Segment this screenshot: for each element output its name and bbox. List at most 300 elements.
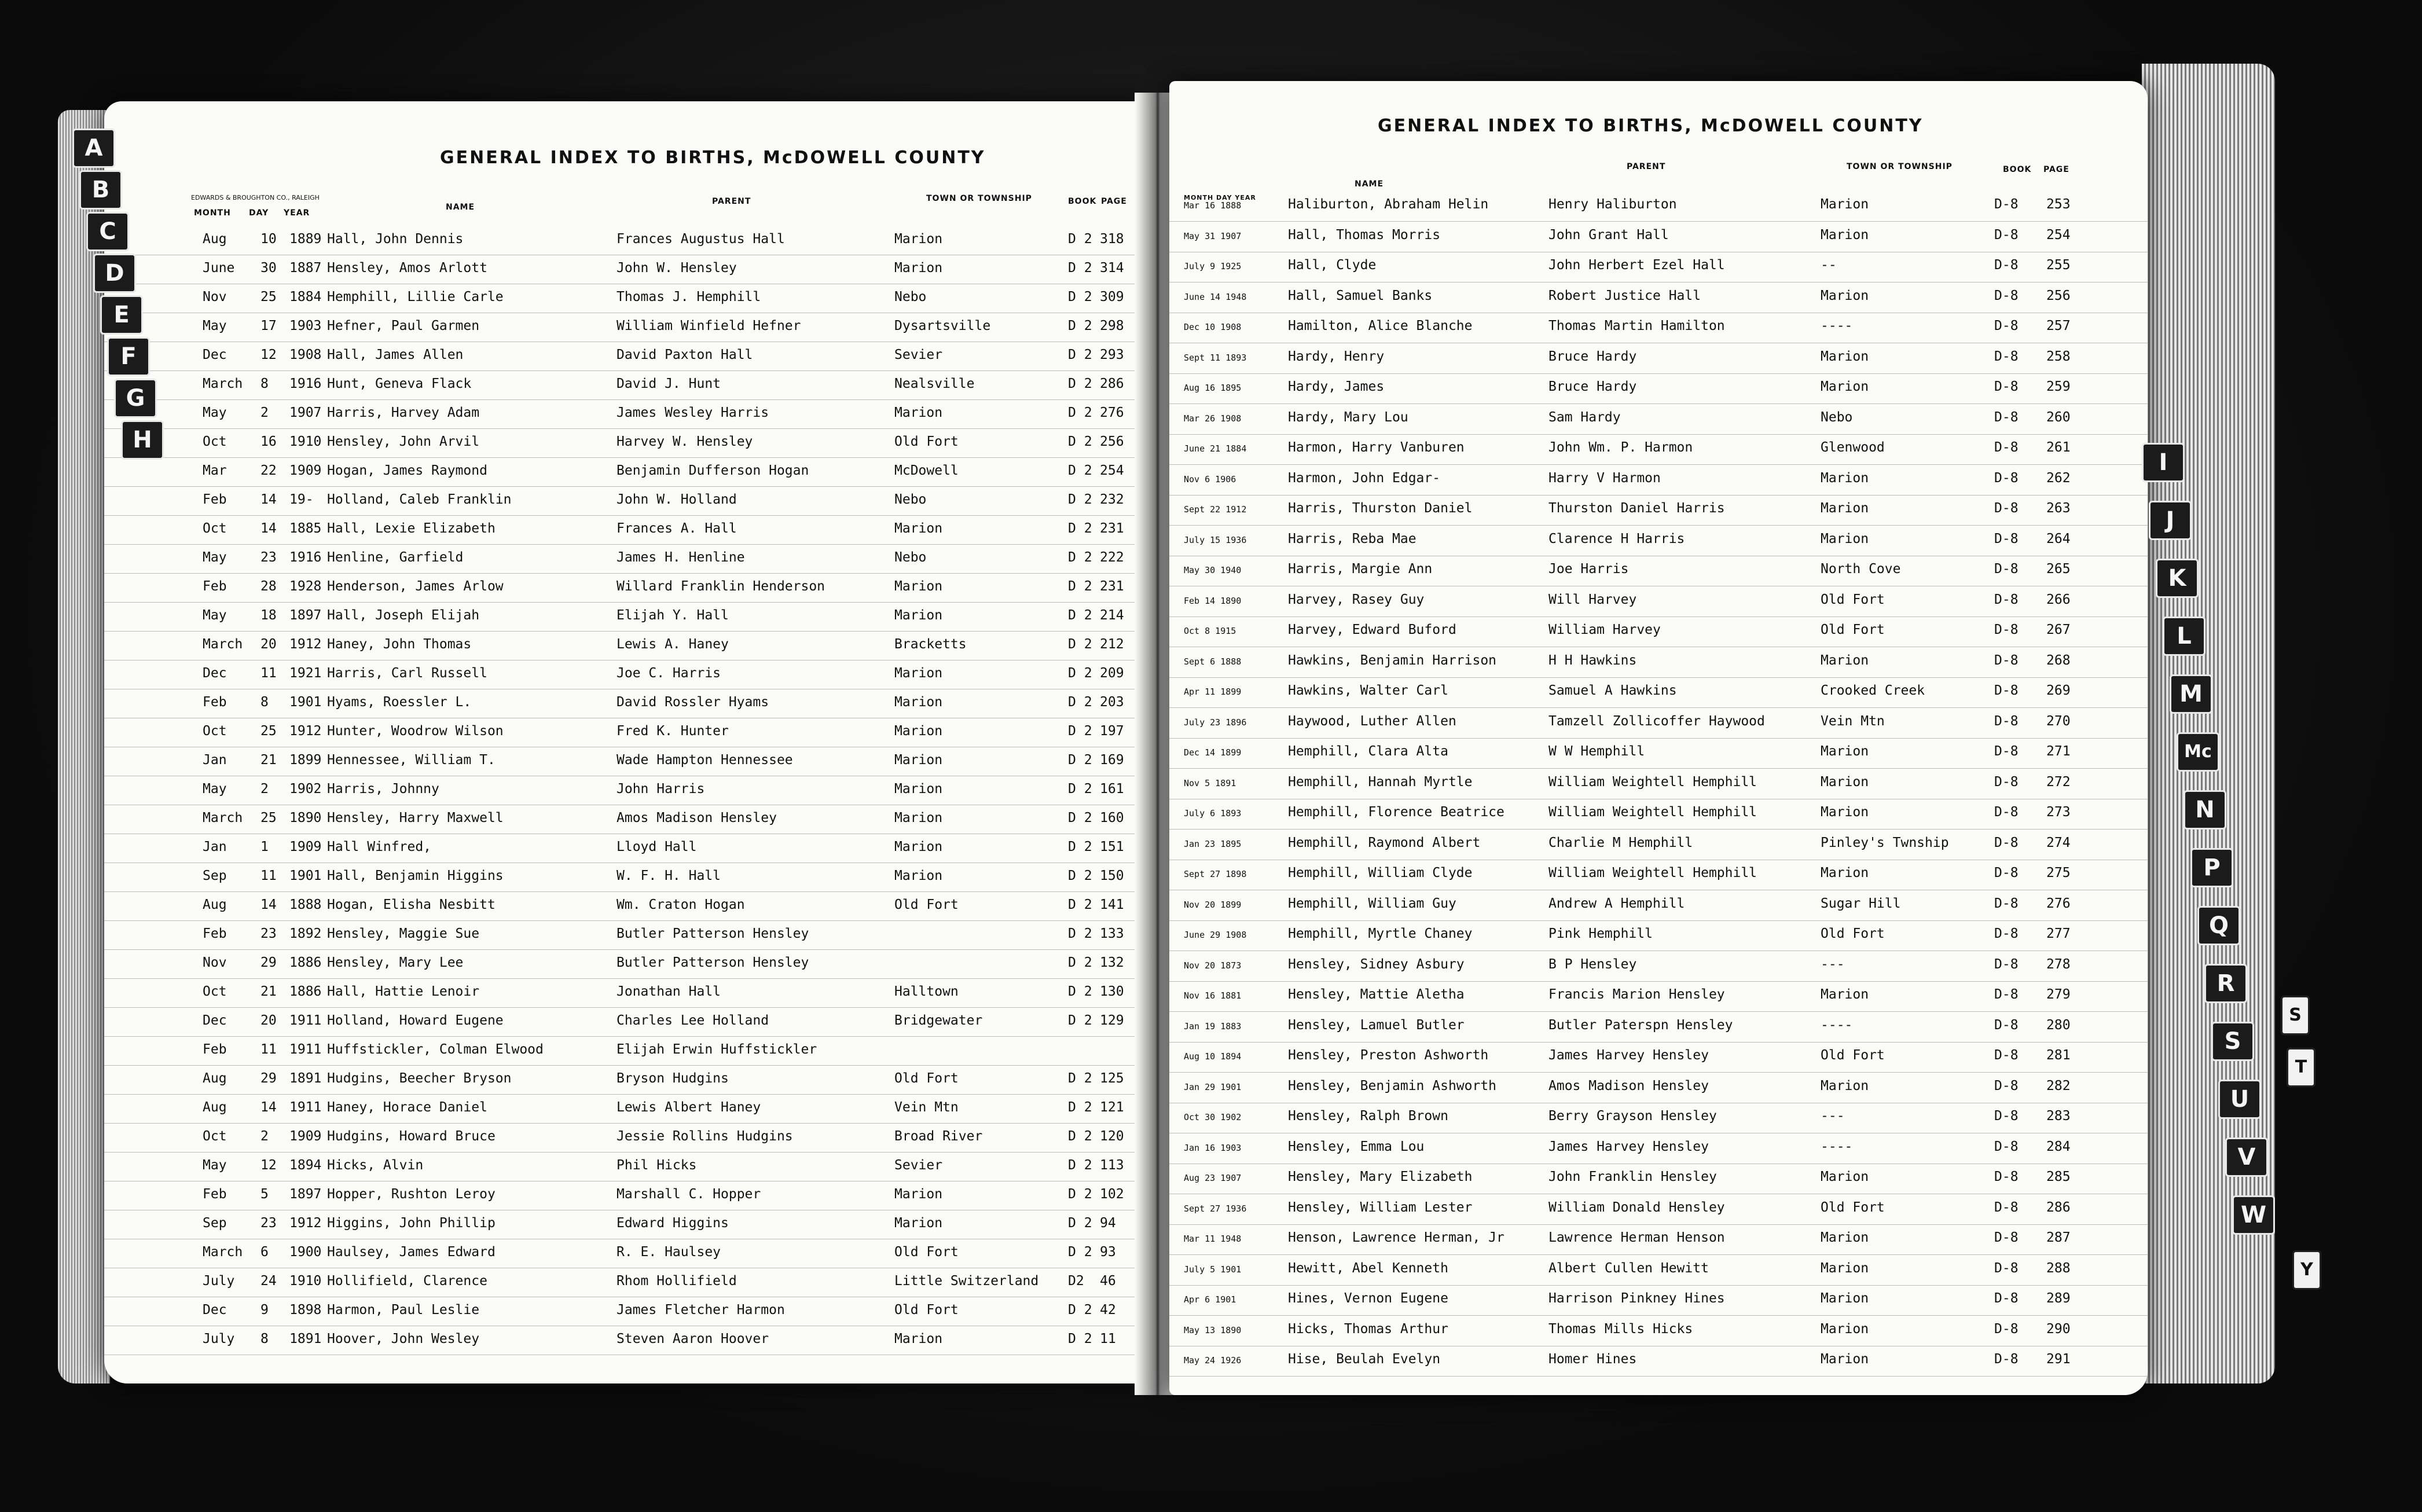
book-number: D 2 <box>1068 347 1092 362</box>
table-row <box>1169 744 2148 770</box>
child-name: Hawkins, Walter Carl <box>1288 683 1448 698</box>
birth-day: 11 <box>260 868 277 883</box>
page-number: 253 <box>2046 197 2071 212</box>
child-name: Hensley, Mary Elizabeth <box>1288 1169 1473 1184</box>
child-name: Harmon, John Edgar- <box>1288 470 1441 486</box>
parent-name: Francis Marion Hensley <box>1548 987 1725 1002</box>
birth-month: Jan <box>203 839 227 854</box>
book-number: D 2 <box>1068 608 1092 623</box>
book-number: D-8 <box>1994 1352 2019 1367</box>
letter-tab-u[interactable]: U <box>2218 1080 2261 1119</box>
parent-name: B P Hensley <box>1548 956 1637 972</box>
child-name: Hensley, Sidney Asbury <box>1288 956 1465 972</box>
child-name: Hunt, Geneva Flack <box>327 376 472 391</box>
town: Old Fort <box>1821 622 1885 637</box>
row-rule <box>104 631 1146 632</box>
birth-day: 24 <box>260 1274 277 1289</box>
town: Bridgewater <box>894 1013 983 1028</box>
birth-day: 23 <box>260 926 277 941</box>
page-number: 141 <box>1100 897 1124 912</box>
birth-month: Feb <box>203 579 227 594</box>
letter-tab-v[interactable]: V <box>2225 1137 2268 1177</box>
book-number: D 2 <box>1068 289 1092 304</box>
letter-tab-d[interactable]: D <box>93 254 136 293</box>
birth-month: May <box>203 550 227 565</box>
town: Marion <box>894 232 943 247</box>
table-row <box>1169 1352 2148 1378</box>
birth-day: 2 <box>260 781 269 797</box>
town: Marion <box>894 521 943 536</box>
table-row <box>1169 1109 2148 1135</box>
birth-date: Nov 6 1906 <box>1184 474 1236 485</box>
page-number: 160 <box>1100 810 1124 825</box>
birth-year: 1921 <box>289 666 322 681</box>
table-row <box>104 550 1146 577</box>
town: Marion <box>1821 805 1869 820</box>
birth-month: Feb <box>203 926 227 941</box>
page-number: 269 <box>2046 683 2071 698</box>
parent-name: James Fletcher Harmon <box>616 1302 785 1318</box>
table-row <box>1169 379 2148 406</box>
birth-date: Oct 30 1902 <box>1184 1112 1242 1122</box>
parent-name: H H Hawkins <box>1548 652 1637 668</box>
table-row <box>104 521 1146 548</box>
book-number: D 2 <box>1068 405 1092 420</box>
parent-name: John Harris <box>616 781 705 797</box>
child-name: Harvey, Rasey Guy <box>1288 592 1425 607</box>
table-row <box>104 724 1146 750</box>
book-number: D-8 <box>1994 258 2019 273</box>
page-number: 11 <box>1100 1331 1116 1346</box>
book-number: D 2 <box>1068 897 1092 912</box>
parent-name: R. E. Haulsey <box>616 1245 721 1260</box>
page-number: 132 <box>1100 955 1124 970</box>
letter-tab-t[interactable]: T <box>2287 1048 2315 1087</box>
table-row <box>104 608 1146 634</box>
birth-date: Apr 11 1899 <box>1184 687 1242 697</box>
parent-name: Charlie M Hemphill <box>1548 835 1693 850</box>
parent-name: James Wesley Harris <box>616 405 769 420</box>
letter-tab-c[interactable]: C <box>86 212 129 251</box>
table-row <box>104 926 1146 953</box>
town: ---- <box>1821 1017 1853 1033</box>
birth-day: 8 <box>260 376 269 391</box>
book-number: D-8 <box>1994 379 2019 394</box>
birth-date: Apr 6 1901 <box>1184 1294 1236 1305</box>
birth-date: Nov 20 1873 <box>1184 960 1242 971</box>
row-rule <box>104 370 1146 371</box>
birth-day: 1 <box>260 839 269 854</box>
birth-month: Aug <box>203 1100 227 1115</box>
birth-day: 21 <box>260 753 277 768</box>
town: Marion <box>894 405 943 420</box>
town: ---- <box>1821 1139 1853 1154</box>
table-row <box>1169 1048 2148 1074</box>
town: Marion <box>894 695 943 710</box>
letter-tab-k[interactable]: K <box>2156 559 2199 598</box>
table-row <box>104 1216 1146 1242</box>
page-number: 261 <box>2046 440 2071 455</box>
child-name: Hensley, Harry Maxwell <box>327 810 504 825</box>
letter-tab-r[interactable]: R <box>2204 964 2247 1003</box>
book-number: D-8 <box>1994 470 2019 486</box>
birth-month: July <box>203 1331 235 1346</box>
book-number: D 2 <box>1068 492 1092 507</box>
birth-month: March <box>203 376 243 391</box>
table-row <box>1169 227 2148 254</box>
birth-date: Sept 27 1936 <box>1184 1203 1247 1214</box>
letter-tab-mc[interactable]: Mc <box>2177 732 2219 772</box>
book-number: D-8 <box>1994 865 2019 880</box>
parent-name: Butler Paterspn Hensley <box>1548 1017 1733 1033</box>
birth-date: June 21 1884 <box>1184 443 1247 454</box>
left-page <box>104 101 1146 1383</box>
col-header-name: NAME <box>446 203 475 212</box>
book-number: D 2 <box>1068 781 1092 797</box>
town: --- <box>1821 1109 1845 1124</box>
table-row <box>104 260 1146 287</box>
book-number: D-8 <box>1994 896 2019 911</box>
page-number: 212 <box>1100 637 1124 652</box>
table-row <box>1169 197 2148 223</box>
letter-tab-g[interactable]: G <box>114 379 157 418</box>
birth-day: 29 <box>260 955 277 970</box>
parent-name: Wade Hampton Hennessee <box>616 753 793 768</box>
parent-name: Thomas J. Hemphill <box>616 289 761 304</box>
child-name: Hunter, Woodrow Wilson <box>327 724 504 739</box>
table-row <box>104 781 1146 808</box>
child-name: Harris, Carl Russell <box>327 666 487 681</box>
parent-name: James Harvey Hensley <box>1548 1048 1709 1063</box>
book-number: D 2 <box>1068 1187 1092 1202</box>
child-name: Hyams, Roessler L. <box>327 695 472 710</box>
table-row <box>1169 622 2148 649</box>
table-row <box>1169 835 2148 862</box>
child-name: Harris, Reba Mae <box>1288 531 1416 546</box>
table-row <box>104 695 1146 721</box>
table-row <box>104 232 1146 258</box>
row-rule <box>104 1065 1146 1066</box>
table-row <box>104 955 1146 982</box>
birth-date: Sept 6 1888 <box>1184 656 1242 667</box>
row-rule <box>1169 434 2148 435</box>
parent-name: John W. Hensley <box>616 260 737 276</box>
child-name: Hall, Clyde <box>1288 258 1377 273</box>
birth-day: 12 <box>260 347 277 362</box>
parent-name: William Weightell Hemphill <box>1548 774 1757 790</box>
row-rule <box>1169 738 2148 739</box>
birth-month: Aug <box>203 897 227 912</box>
parent-name: Harvey W. Hensley <box>616 434 753 449</box>
parent-name: Butler Patterson Hensley <box>616 955 809 970</box>
page-number: 260 <box>2046 409 2071 425</box>
town: Sugar Hill <box>1821 896 1901 911</box>
child-name: Hensley, Amos Arlott <box>327 260 487 276</box>
book-number: D-8 <box>1994 744 2019 759</box>
row-rule <box>104 920 1146 921</box>
book-number: D-8 <box>1994 227 2019 243</box>
town: Vein Mtn <box>1821 713 1885 729</box>
page-number: 121 <box>1100 1100 1124 1115</box>
parent-name: Jessie Rollins Hudgins <box>616 1129 793 1144</box>
town: --- <box>1821 956 1845 972</box>
table-row <box>1169 1291 2148 1318</box>
town: Marion <box>894 810 943 825</box>
birth-year: 1894 <box>289 1158 322 1173</box>
table-row <box>1169 318 2148 345</box>
letter-tab-h[interactable]: H <box>121 420 164 460</box>
table-row <box>104 1042 1146 1069</box>
parent-name: Bruce Hardy <box>1548 379 1637 394</box>
book-number: D 2 <box>1068 1245 1092 1260</box>
child-name: Hardy, Mary Lou <box>1288 409 1408 425</box>
town: Marion <box>894 781 943 797</box>
birth-day: 17 <box>260 318 277 333</box>
page-title: GENERAL INDEX TO BIRTHS, McDOWELL COUNTY <box>1378 116 1924 136</box>
page-number: 273 <box>2046 805 2071 820</box>
page-number: 125 <box>1100 1071 1124 1086</box>
parent-name: Phil Hicks <box>616 1158 697 1173</box>
birth-month: Oct <box>203 434 227 449</box>
letter-tab-y[interactable]: Y <box>2292 1250 2321 1290</box>
page-number: 102 <box>1100 1187 1124 1202</box>
col-header-town: TOWN OR TOWNSHIP <box>926 194 1032 203</box>
letter-tab-f[interactable]: F <box>107 337 150 376</box>
row-rule <box>1169 950 2148 951</box>
birth-date: May 24 1926 <box>1184 1355 1242 1366</box>
page-number: 133 <box>1100 926 1124 941</box>
row-rule <box>1169 1285 2148 1286</box>
page-number: 270 <box>2046 713 2071 729</box>
birth-month: Feb <box>203 695 227 710</box>
birth-year: 1902 <box>289 781 322 797</box>
row-rule <box>104 486 1146 487</box>
child-name: Hemphill, Myrtle Chaney <box>1288 926 1473 941</box>
birth-date: July 6 1893 <box>1184 808 1242 819</box>
birth-year: 1897 <box>289 1187 322 1202</box>
table-row <box>104 637 1146 663</box>
child-name: Hines, Vernon Eugene <box>1288 1291 1448 1306</box>
page-number: 289 <box>2046 1291 2071 1306</box>
row-rule <box>104 457 1146 458</box>
parent-name: Pink Hemphill <box>1548 926 1653 941</box>
page-number: 150 <box>1100 868 1124 883</box>
town: Marion <box>1821 987 1869 1002</box>
child-name: Haywood, Luther Allen <box>1288 713 1456 729</box>
letter-tab-e[interactable]: E <box>100 295 143 335</box>
letter-tab-l[interactable]: L <box>2163 616 2206 656</box>
row-rule <box>1169 981 2148 982</box>
birth-month: May <box>203 405 227 420</box>
table-row <box>104 1187 1146 1213</box>
book-number: D-8 <box>1994 1048 2019 1063</box>
town: Nealsville <box>894 376 975 391</box>
birth-day: 14 <box>260 521 277 536</box>
book-number: D 2 <box>1068 1216 1092 1231</box>
birth-year: 1911 <box>289 1013 322 1028</box>
table-row <box>104 318 1146 345</box>
letter-tab-p[interactable]: P <box>2190 848 2233 887</box>
page-number: 266 <box>2046 592 2071 607</box>
page-number: 257 <box>2046 318 2071 333</box>
parent-name: W W Hemphill <box>1548 744 1645 759</box>
town: Bracketts <box>894 637 967 652</box>
table-row <box>1169 258 2148 284</box>
town: Marion <box>1821 348 1869 364</box>
birth-day: 14 <box>260 1100 277 1115</box>
page-number: 197 <box>1100 724 1124 739</box>
book-number: D-8 <box>1994 956 2019 972</box>
table-row <box>1169 775 2148 801</box>
page-number: 265 <box>2046 562 2071 577</box>
parent-name: William Winfield Hefner <box>616 318 801 333</box>
page-number: 161 <box>1100 781 1124 797</box>
birth-date: Jan 29 1901 <box>1184 1081 1242 1092</box>
book-number: D-8 <box>1994 1109 2019 1124</box>
child-name: Haulsey, James Edward <box>327 1245 496 1260</box>
book-number: D-8 <box>1994 1169 2019 1184</box>
birth-month: May <box>203 608 227 623</box>
birth-day: 14 <box>260 492 277 507</box>
child-name: Harmon, Paul Leslie <box>327 1302 480 1318</box>
col-header-date: MONTH DAY YEAR <box>1184 194 1256 201</box>
letter-tab-j[interactable]: J <box>2149 501 2192 540</box>
child-name: Hicks, Alvin <box>327 1158 424 1173</box>
birth-month: Dec <box>203 347 227 362</box>
town: Nebo <box>894 289 927 304</box>
child-name: Holland, Caleb Franklin <box>327 492 512 507</box>
town: Nebo <box>1821 409 1853 425</box>
book-number: D 2 <box>1068 926 1092 941</box>
row-rule <box>1169 495 2148 496</box>
table-row <box>104 376 1146 403</box>
child-name: Haney, Horace Daniel <box>327 1100 487 1115</box>
town: Old Fort <box>894 1245 959 1260</box>
col-header-name: NAME <box>1355 179 1384 189</box>
page-number: 281 <box>2046 1048 2071 1063</box>
book-number: D 2 <box>1068 550 1092 565</box>
birth-day: 9 <box>260 1302 269 1318</box>
parent-name: Will Harvey <box>1548 592 1637 607</box>
page-number: 286 <box>2046 1199 2071 1215</box>
letter-tab-s[interactable]: S <box>2211 1022 2254 1061</box>
page-number: 262 <box>2046 470 2071 486</box>
book-number: D-8 <box>1994 440 2019 455</box>
book-number: D 2 <box>1068 637 1092 652</box>
parent-name: Elijah Y. Hall <box>616 608 729 623</box>
book-number: D 2 <box>1068 579 1092 594</box>
parent-name: William Donald Hensley <box>1548 1199 1725 1215</box>
book-number: D-8 <box>1994 683 2019 698</box>
row-rule <box>104 1094 1146 1095</box>
page-number: 285 <box>2046 1169 2071 1184</box>
table-row <box>104 1129 1146 1155</box>
page-number: 203 <box>1100 695 1124 710</box>
parent-name: John Wm. P. Harmon <box>1548 440 1693 455</box>
letter-tab-a[interactable]: A <box>72 129 115 168</box>
birth-year: 1899 <box>289 753 322 768</box>
birth-date: Jan 19 1883 <box>1184 1021 1242 1032</box>
child-name: Hensley, Ralph Brown <box>1288 1109 1448 1124</box>
birth-month: March <box>203 810 243 825</box>
page-number: 284 <box>2046 1139 2071 1154</box>
town: Nebo <box>894 550 927 565</box>
page-number: 263 <box>2046 501 2071 516</box>
birth-year: 1912 <box>289 637 322 652</box>
town: Marion <box>1821 1078 1869 1093</box>
town: Old Fort <box>1821 926 1885 941</box>
parent-name: Benjamin Dufferson Hogan <box>616 463 809 478</box>
parent-name: Bruce Hardy <box>1548 348 1637 364</box>
letter-tab-m[interactable]: M <box>2170 674 2212 714</box>
birth-day: 14 <box>260 897 277 912</box>
row-rule <box>1169 464 2148 465</box>
table-row <box>1169 1078 2148 1105</box>
letter-tab-w[interactable]: W <box>2232 1195 2275 1235</box>
town: Marion <box>894 839 943 854</box>
town: Marion <box>1821 652 1869 668</box>
page-number: 256 <box>1100 434 1124 449</box>
town: Marion <box>894 666 943 681</box>
parent-name: David J. Hunt <box>616 376 721 391</box>
town: Marion <box>894 753 943 768</box>
parent-name: Elijah Erwin Huffstickler <box>616 1042 817 1057</box>
birth-month: Aug <box>203 1071 227 1086</box>
town: Marion <box>1821 774 1869 790</box>
letter-tab-b[interactable]: B <box>79 170 122 210</box>
table-row <box>1169 1139 2148 1166</box>
birth-year: 1890 <box>289 810 322 825</box>
letter-tab-i[interactable]: I <box>2142 443 2185 482</box>
parent-name: Thurston Daniel Harris <box>1548 501 1725 516</box>
town: Old Fort <box>1821 592 1885 607</box>
book-number: D 2 <box>1068 955 1092 970</box>
letter-tab-n[interactable]: N <box>2184 790 2226 830</box>
birth-day: 6 <box>260 1245 269 1260</box>
birth-year: 1916 <box>289 376 322 391</box>
town: Marion <box>894 724 943 739</box>
parent-name: Amos Madison Hensley <box>1548 1078 1709 1093</box>
book-number: D-8 <box>1994 531 2019 546</box>
birth-date: Feb 14 1890 <box>1184 595 1242 606</box>
birth-year: 19- <box>289 492 314 507</box>
col-header-month: MONTH <box>194 208 231 218</box>
town: Sevier <box>894 1158 943 1173</box>
table-row <box>1169 1230 2148 1257</box>
book-number: D 2 <box>1068 1129 1092 1144</box>
table-row <box>1169 471 2148 497</box>
page-number: 46 <box>1100 1274 1116 1289</box>
town: Old Fort <box>1821 1199 1885 1215</box>
town: Old Fort <box>1821 1048 1885 1063</box>
birth-year: 1907 <box>289 405 322 420</box>
book-number: D-8 <box>1994 1017 2019 1033</box>
child-name: Holland, Howard Eugene <box>327 1013 504 1028</box>
book-number: D 2 <box>1068 839 1092 854</box>
letter-tab-s[interactable]: S <box>2281 996 2310 1035</box>
birth-day: 22 <box>260 463 277 478</box>
book-number: D 2 <box>1068 666 1092 681</box>
town: Halltown <box>894 984 959 999</box>
birth-date: Dec 14 1899 <box>1184 747 1242 758</box>
birth-day: 5 <box>260 1187 269 1202</box>
page-number: 268 <box>2046 652 2071 668</box>
page-number: 264 <box>2046 531 2071 546</box>
town: Little Switzerland <box>894 1274 1039 1289</box>
book-number: D-8 <box>1994 562 2019 577</box>
letter-tab-q[interactable]: Q <box>2197 906 2240 945</box>
birth-date: June 29 1908 <box>1184 930 1247 940</box>
